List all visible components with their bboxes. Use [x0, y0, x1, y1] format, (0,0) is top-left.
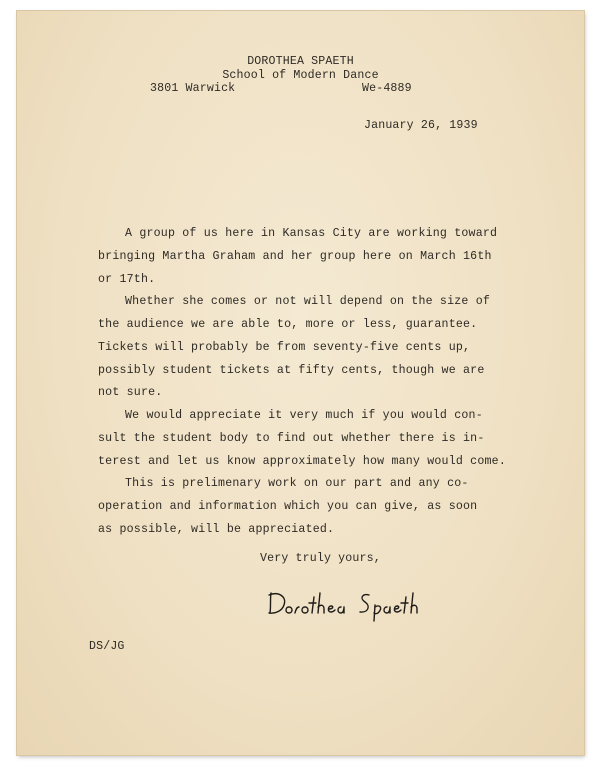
body-line: Tickets will probably be from seventy-five cents up,	[98, 341, 471, 354]
body-line: bringing Martha Graham and her group here on March 16th	[98, 250, 492, 263]
letter-date: January 26, 1939	[364, 119, 478, 132]
sender-name: DOROTHEA SPAETH	[247, 55, 354, 68]
letter-page	[17, 11, 584, 755]
sender-address: 3801 Warwick	[150, 82, 236, 95]
body-line: not sure.	[98, 386, 163, 399]
closing: Very truly yours,	[260, 552, 381, 565]
body-line: sult the student body to find out whether there is in-	[98, 432, 485, 445]
handwritten-signature	[265, 583, 435, 623]
body-line: possibly student tickets at fifty cents, though we are	[98, 364, 485, 377]
body-line: the audience we are able to, more or less, guarantee.	[98, 318, 478, 331]
body-line: We would appreciate it very much if you would con-	[125, 409, 483, 422]
body-line: terest and let us know approximately how many would come.	[98, 455, 506, 468]
body-line: or 17th.	[98, 273, 156, 286]
body-line: operation and information which you can give, as soon	[98, 500, 478, 513]
body-line: A group of us here in Kansas City are working toward	[125, 227, 498, 240]
body-line: This is prelimenary work on our part and any co-	[125, 477, 469, 490]
body-line: Whether she comes or not will depend on the size of	[125, 295, 491, 308]
reference-initials: DS/JG	[89, 640, 125, 653]
sender-phone: We-4889	[362, 82, 412, 95]
sender-organization: School of Modern Dance	[222, 69, 379, 82]
body-line: as possible, will be appreciated.	[98, 523, 335, 536]
